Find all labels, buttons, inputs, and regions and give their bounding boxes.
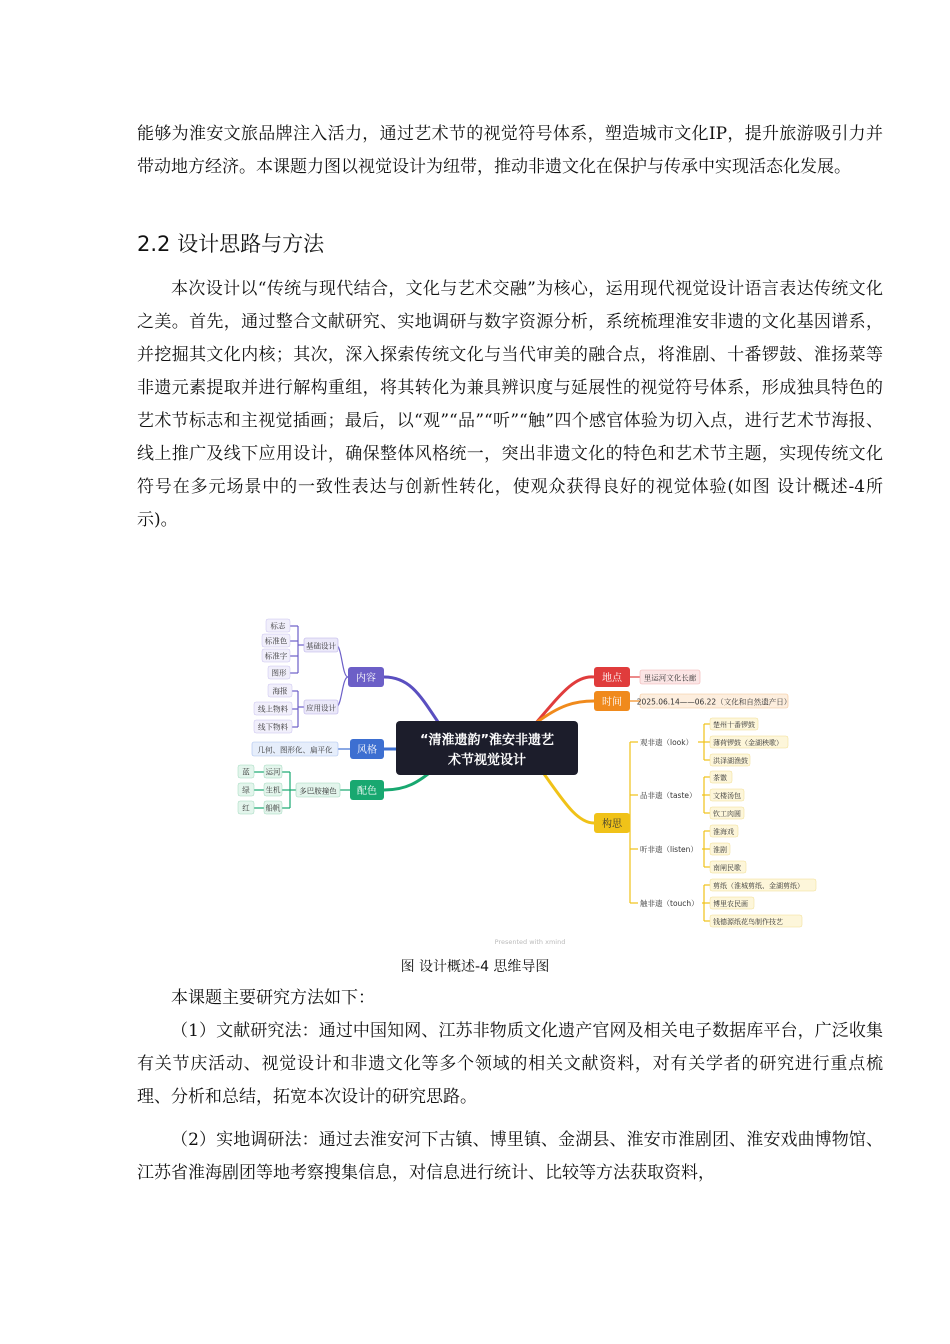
method-1-paragraph: （1）文献研究法：通过中国知网、江苏非物质文化遗产官网及相关电子数据库平台，广泛收集有关节庆活动、视觉设计和非遗文化等多个领域的相关文献资料，对有关学者的研究进行重点梳理、分析和总结，拓宽本次设计的研究思路。 — [137, 1021, 883, 1107]
concept-item-4-2: 博里农民画 — [713, 900, 748, 908]
concept-group-1: 观非遗（look） — [640, 738, 694, 747]
color-pair-2-color: 绿 — [242, 785, 250, 795]
concept-item-4-3: 钱德源纸花鸟制作技艺 — [713, 918, 783, 926]
concept-item-2-3: 钦工肉圆 — [713, 810, 741, 818]
concept-item-3-2: 淮剧 — [713, 846, 727, 854]
color-pair-3-meaning: 船帆 — [265, 803, 281, 813]
concept-group-3: 听非遗（listen） — [640, 845, 698, 854]
concept-group-2: 品非遗（taste） — [640, 791, 697, 800]
color-pair-2-meaning: 生机 — [265, 785, 281, 795]
concept-item-1-1: 楚州十番锣鼓 — [713, 721, 755, 729]
figure-caption: 图 设计概述-4 思维导图 — [400, 959, 550, 975]
concept-label: 构思 — [602, 819, 622, 830]
applied-item-1: 海报 — [272, 686, 288, 696]
concept-item-3-3: 南闸民歌 — [713, 864, 741, 872]
concept-item-2-2: 文楼汤包 — [713, 792, 741, 800]
method-2-paragraph: （2）实地调研法：通过去淮安河下古镇、博里镇、金湖县、淮安市淮剧团、淮安戏曲博物馆、江苏省淮海剧团等地考察搜集信息，对信息进行统计、比较等方法获取资料， — [137, 1130, 883, 1183]
concept-item-1-3: 洪泽湖渔鼓 — [713, 757, 748, 765]
color-pair-1-meaning: 运河 — [265, 767, 281, 777]
concept-item-2-1: 茶馓 — [713, 774, 727, 782]
style-detail: 几何、图形化、扁平化 — [257, 745, 333, 755]
applied-item-2: 线上物料 — [258, 704, 288, 714]
color-label: 配色 — [357, 786, 377, 797]
place-label: 地点 — [602, 673, 622, 684]
basic-design-label: 基础设计 — [306, 641, 336, 651]
central-line-1: “清淮遗韵”淮安非遗艺 — [419, 733, 555, 748]
applied-design-label: 应用设计 — [306, 703, 336, 713]
time-value: 2025.06.14——06.22（文化和自然遗产日） — [636, 697, 792, 707]
color-scheme: 多巴胺撞色 — [299, 786, 337, 796]
color-pair-3-color: 红 — [242, 803, 250, 813]
concept-item-1-2: 薄荷锣鼓（金湖秧歌） — [713, 739, 783, 747]
xmind-watermark: Presented with xmind — [494, 938, 566, 946]
concept-item-3-1: 淮海戏 — [713, 828, 734, 836]
design-paragraph: 本次设计以“传统与现代结合，文化与艺术交融”为核心，运用现代视觉设计语言表达传统文化之美。首先，通过整合文献研究、实地调研与数字资源分析，系统梳理淮安非遗的文化基因谱系，并挖掘其文化内核；其次，深入探索传统文化与当代审美的融合点，将淮剧、十番锣鼓、淮扬菜等非遗元素提取并进行解构重组，将其转化为兼具辨识度与延展性的视觉符号体系，形成独具特色的艺术节标志和主视觉插画；最后，以“观”“品”“听”“触”四个感官体验为切入点，进行艺术节海报、线上推广及线下应用设计，确保整体风格统一，突出非遗文化的特色和艺术节主题，实现传统文化符号在多元场景中的一致性表达与创新性转化，使观众获得良好的视觉体验(如图 设计概述-4所示)。 — [137, 279, 883, 530]
concept-item-4-1: 剪纸（淮城剪纸、金湖剪纸） — [713, 882, 804, 890]
basic-item-2: 标准色 — [264, 636, 288, 646]
basic-item-1: 标志 — [270, 621, 286, 631]
concept-group-4: 触非遗（touch） — [640, 899, 699, 908]
intro-paragraph: 能够为淮安文旅品牌注入活力，通过艺术节的视觉符号体系，塑造城市文化IP，提升旅游吸引力并带动地方经济。本课题力图以视觉设计为纽带，推动非遗文化在保护与传承中实现活态化发展。 — [137, 124, 883, 177]
basic-item-4: 图形 — [271, 668, 287, 678]
color-pair-1-color: 蓝 — [242, 767, 250, 777]
central-line-2: 术节视觉设计 — [447, 753, 527, 768]
section-heading: 2.2 设计思路与方法 — [137, 232, 325, 256]
place-value: 里运河文化长廊 — [643, 673, 697, 683]
basic-item-3: 标准字 — [264, 651, 288, 661]
methods-intro: 本课题主要研究方法如下： — [171, 988, 375, 1008]
mind-map-figure — [230, 605, 830, 950]
time-label: 时间 — [602, 697, 622, 708]
applied-item-3: 线下物料 — [258, 722, 288, 732]
style-label: 风格 — [357, 745, 377, 756]
content-label: 内容 — [356, 673, 376, 684]
